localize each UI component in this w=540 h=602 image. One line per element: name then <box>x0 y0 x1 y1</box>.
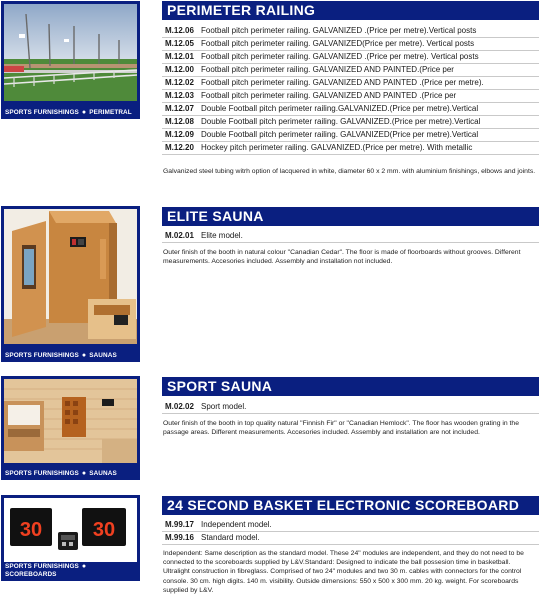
product-row <box>162 401 539 414</box>
railing-description: Galvanized steel tubing witrh option of lacquered in white, diameter 60 x 2 mm. with aluminium finishings, elbows and joints. <box>163 168 536 175</box>
caption-category: SPORTS FURNISHINGS <box>5 352 79 359</box>
railing-thumbnail <box>1 1 140 119</box>
product-description: Football pitch perimeter railing. GALVANIZED .(Price per metre). Vertical posts <box>201 52 479 61</box>
scoreboard-product-list <box>162 519 539 545</box>
sport-sauna-image <box>4 379 137 463</box>
product-row <box>162 230 539 243</box>
product-code: M.99.16 <box>165 533 194 542</box>
product-description: Football pitch perimeter railing. GALVANIZED(Price per metre). Vertical posts <box>201 39 475 48</box>
scoreboard-right-digits: 30 <box>92 519 116 541</box>
product-code: M.12.07 <box>165 104 194 113</box>
product-row <box>162 90 539 103</box>
bullet-icon: ● <box>81 470 87 477</box>
railing-product-list <box>162 25 539 155</box>
product-code: M.02.01 <box>165 231 194 240</box>
scoreboard-left-digits: 30 <box>19 519 43 541</box>
product-description: Elite model. <box>201 231 243 240</box>
product-row <box>162 25 539 38</box>
product-row <box>162 129 539 142</box>
product-description: Independent model. <box>201 520 272 529</box>
product-description: Double Football pitch perimeter railing.GALVANIZED.(Price per metre).Vertical <box>201 104 479 113</box>
bullet-icon: ● <box>81 352 87 359</box>
product-code: M.12.06 <box>165 26 194 35</box>
product-code: M.02.02 <box>165 402 194 411</box>
bullet-icon: ● <box>81 563 87 570</box>
scoreboard-thumbnail <box>1 495 140 581</box>
caption-subcategory: SAUNAS <box>89 352 117 359</box>
product-description: Double Football pitch perimeter railing. GALVANIZED.(Price per metre).Vertical <box>201 117 481 126</box>
product-code: M.12.05 <box>165 39 194 48</box>
sport-sauna-photo <box>4 379 137 463</box>
elite-sauna-thumbnail <box>1 206 140 362</box>
section-title-perimeter-railing: PERIMETER RAILING <box>162 1 539 20</box>
caption-category: SPORTS FURNISHINGS <box>5 109 79 116</box>
product-row <box>162 77 539 90</box>
product-row <box>162 103 539 116</box>
elite-sauna-photo <box>4 209 137 344</box>
product-row <box>162 142 539 155</box>
sport-sauna-thumbnail <box>1 376 140 480</box>
sport-sauna-description: Outer finish of the booth in top quality natural "Finnish Fir" or "Canadian Hemlock". The floor has wooden grating in the passage areas. Different measurements. Accesories included. Assembly and installation are not included. <box>163 420 519 437</box>
product-row <box>162 38 539 51</box>
product-description: Sport model. <box>201 402 247 411</box>
scoreboard-description: Independent: Same description as the standard model. These 24" modules are independent, and they do not need to be connected to the scoreboards supplied by L&V.Standard: Designed to indicate the ball possesion time in basketball. Ultralight construction in fibreglass. Comprised of two 24" modules and two 30 m. cables with connectors for the control console. 30 cm. high digits. 140 m. visibility. Outside dimensions: 550 x 500 x 300 mm. 20 kg. weight. For scoreboards supplied by L&V. <box>163 550 524 594</box>
caption-subcategory: SCOREBOARDS <box>5 571 57 578</box>
product-code: M.12.01 <box>165 52 194 61</box>
product-row <box>162 519 539 532</box>
product-description: Standard model. <box>201 533 260 542</box>
section-title-elite-sauna: ELITE SAUNA <box>162 207 539 226</box>
elite-sauna-caption <box>5 352 138 360</box>
elite-sauna-product-list <box>162 230 539 243</box>
product-description: Hockey pitch perimeter railing. GALVANIZED.(Price per metre). With metallic <box>201 143 473 152</box>
caption-category: SPORTS FURNISHINGS <box>5 470 79 477</box>
product-description: Football pitch perimeter railing. GALVANIZED AND PAINTED .(Price per metre). <box>201 78 484 87</box>
caption-category: SPORTS FURNISHINGS <box>5 563 79 570</box>
elite-sauna-description: Outer finish of the booth in natural colour "Canadian Cedar". The floor is made of floorboards without grooves. Different measurements. Accesories included. Assembly and installation not included. <box>163 249 521 266</box>
product-description: Football pitch perimeter railing. GALVANIZED AND PAINTED.(Price per <box>201 65 454 74</box>
scoreboard-photo <box>4 498 137 562</box>
sport-sauna-product-list <box>162 401 539 414</box>
product-row <box>162 51 539 64</box>
product-code: M.99.17 <box>165 520 194 529</box>
caption-subcategory: SAUNAS <box>89 470 117 477</box>
railing-photo <box>4 4 137 101</box>
section-title-scoreboard: 24 SECOND BASKET ELECTRONIC SCOREBOARD <box>162 496 539 515</box>
product-row <box>162 64 539 77</box>
product-code: M.12.08 <box>165 117 194 126</box>
product-code: M.12.09 <box>165 130 194 139</box>
bullet-icon: ● <box>81 109 87 116</box>
scoreboard-caption <box>5 563 138 579</box>
railing-image <box>4 4 137 101</box>
product-description: Football pitch perimeter railing. GALVANIZED .(Price per metre).Vertical posts <box>201 26 477 35</box>
railing-caption <box>5 109 138 117</box>
product-code: M.12.03 <box>165 91 194 100</box>
product-code: M.12.00 <box>165 65 194 74</box>
caption-subcategory: PERIMETRAL <box>89 109 132 116</box>
product-code: M.12.02 <box>165 78 194 87</box>
product-code: M.12.20 <box>165 143 194 152</box>
scoreboard-image <box>4 498 137 562</box>
section-title-sport-sauna: SPORT SAUNA <box>162 377 539 396</box>
product-description: Double Football pitch perimeter railing. GALVANIZED(Price per metre).Vertical <box>201 130 479 139</box>
product-description: Football pitch perimeter railing. GALVANIZED AND PAINTED .(Price per <box>201 91 457 100</box>
product-row <box>162 532 539 545</box>
product-row <box>162 116 539 129</box>
elite-sauna-image <box>4 209 137 344</box>
sport-sauna-caption <box>5 470 138 478</box>
